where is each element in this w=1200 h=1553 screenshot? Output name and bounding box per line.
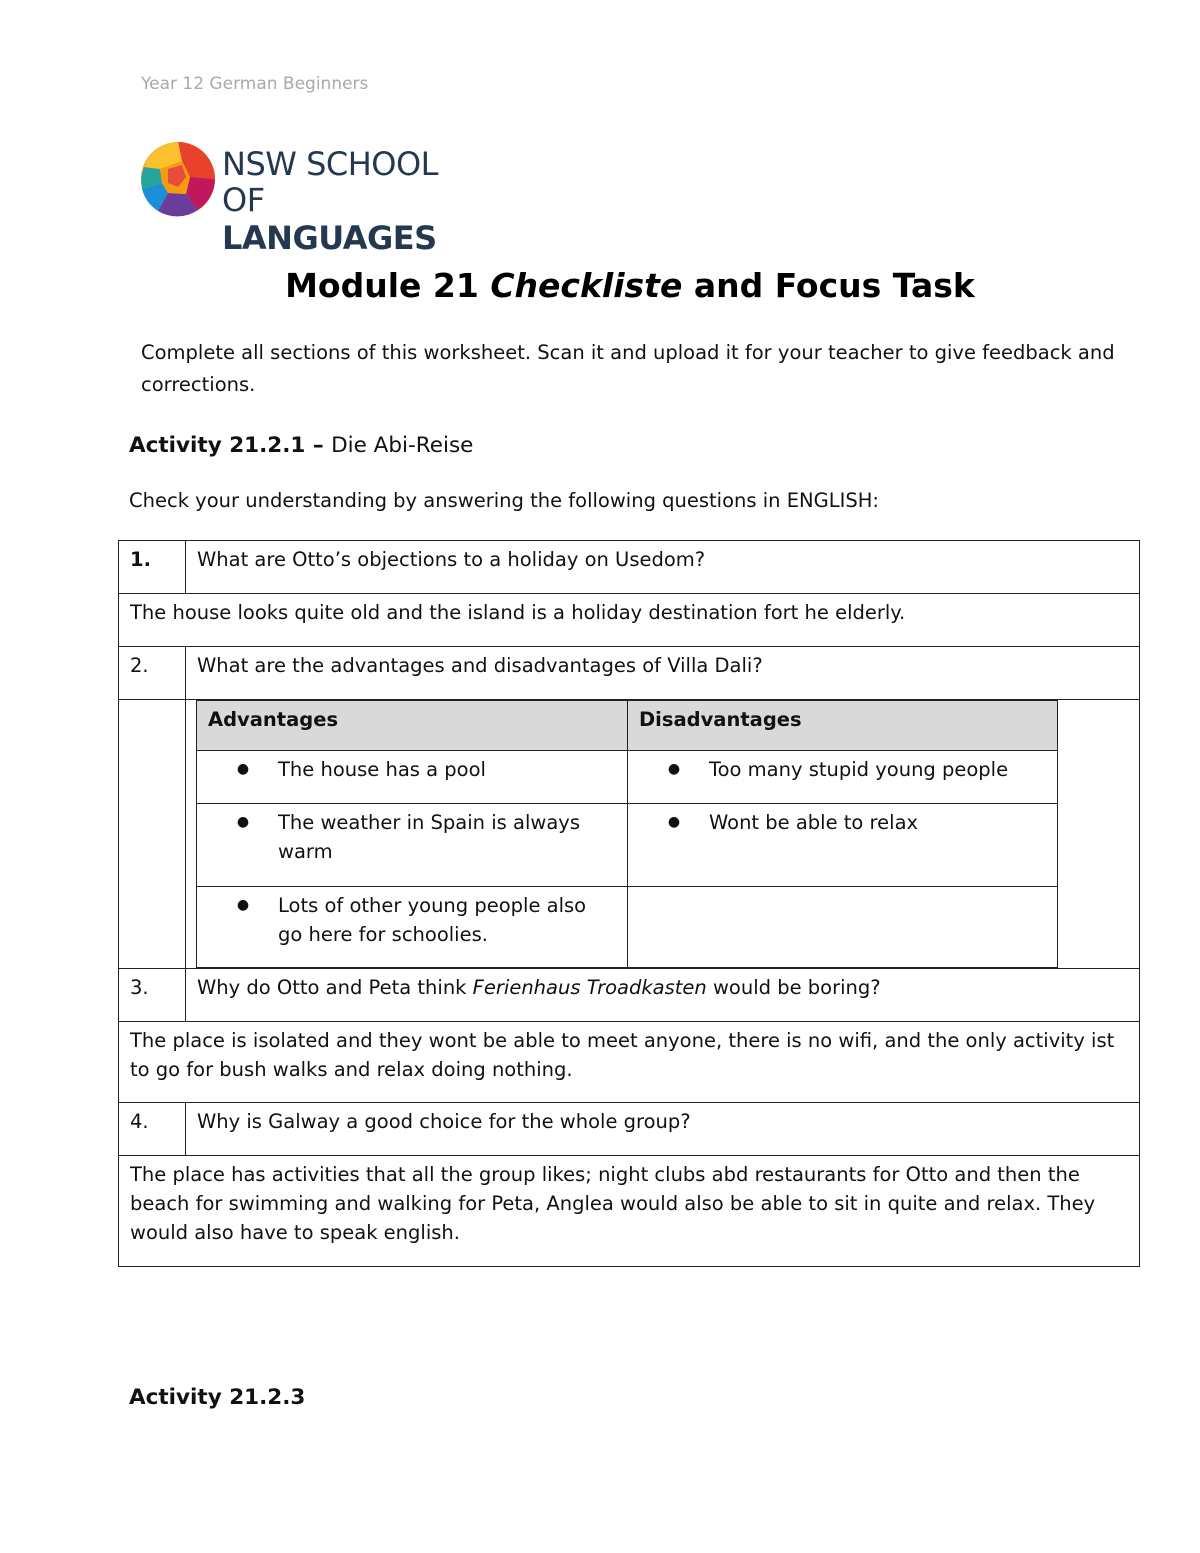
question-number-4: 4. [119, 1103, 186, 1156]
advantages-row [197, 887, 1058, 968]
question-text-2: What are the advantages and disadvantages of Villa Dali? [186, 647, 1140, 700]
question-text-1: What are Otto’s objections to a holiday on Usedom? [186, 541, 1140, 594]
list-item [208, 891, 616, 949]
answer-row-2 [119, 700, 1140, 969]
advantage-cell[interactable] [197, 804, 628, 887]
answer-text-1[interactable]: The house looks quite old and the island is a holiday destination fort he elderly. [119, 594, 1140, 647]
advantage-text: The house has a pool [278, 758, 486, 781]
advantages-header-row [197, 701, 1058, 751]
advantages-row [197, 804, 1058, 887]
page-header: Year 12 German Beginners [141, 74, 369, 94]
globe-logo-icon [138, 139, 218, 219]
bullet-icon: ● [236, 814, 250, 830]
answer-text-4[interactable]: The place has activities that all the group likes; night clubs abd restaurants for Otto and then the beach for swimming and walking for Peta, Anglea would also be able to sit in quite and relax. They would also have to speak english. [119, 1156, 1140, 1267]
advantage-cell[interactable] [197, 751, 628, 804]
title-suffix: and Focus Task [682, 266, 975, 305]
disadvantage-text: Wont be able to relax [709, 811, 919, 834]
answer-row-3 [119, 1022, 1140, 1103]
disadvantages-header: Disadvantages [628, 701, 1058, 751]
question-row-4 [119, 1103, 1140, 1156]
school-logo [138, 139, 468, 257]
answer-row-1 [119, 594, 1140, 647]
bullet-icon: ● [236, 897, 250, 913]
advantages-table [196, 700, 1058, 968]
logo-line2-bold: LANGUAGES [222, 219, 437, 257]
advantage-text: Lots of other young people also go here for schoolies. [278, 894, 587, 946]
question-text-4: Why is Galway a good choice for the whole group? [186, 1103, 1140, 1156]
bullet-icon: ● [667, 814, 681, 830]
logo-text-line1: NSW SCHOOL [222, 145, 438, 183]
question-row-3 [119, 969, 1140, 1022]
disadvantage-text: Too many stupid young people [709, 758, 1009, 781]
activity-heading-1-bold: Activity 21.2.1 – [129, 433, 332, 458]
bullet-icon: ● [236, 761, 250, 777]
question-number-2: 2. [119, 647, 186, 700]
question-number-1: 1. [130, 548, 151, 571]
advantages-header: Advantages [197, 701, 628, 751]
answer-row-4 [119, 1156, 1140, 1267]
activity-heading-2 [129, 1385, 305, 1410]
list-item [639, 808, 1046, 837]
list-item [639, 755, 1046, 784]
activity-heading-2-text: Activity 21.2.3 [129, 1385, 306, 1410]
intro-text: Complete all sections of this worksheet. Scan it and upload it for your teacher to give feedback and corrections. [141, 341, 1115, 396]
activity-heading-1-rest: Die Abi-Reise [331, 433, 474, 458]
question-3-italic: Ferienhaus Troadkasten [472, 976, 707, 999]
advantage-cell[interactable] [197, 887, 628, 968]
disadvantage-cell[interactable] [628, 804, 1058, 887]
logo-text-line2 [222, 181, 468, 257]
question-number-3: 3. [119, 969, 186, 1022]
question-3-prefix: Why do Otto and Peta think [197, 976, 473, 999]
instruction-text: Check your understanding by answering the following questions in ENGLISH: [129, 489, 879, 512]
activity-heading-1 [129, 433, 473, 458]
logo-line2-prefix: OF [222, 181, 265, 219]
title-prefix: Module 21 [285, 266, 491, 305]
advantage-text: The weather in Spain is always warm [278, 811, 580, 863]
page-title [0, 266, 1200, 305]
title-italic: Checkliste [490, 266, 683, 305]
question-row-2 [119, 647, 1140, 700]
answer-spacer-2 [119, 700, 186, 969]
question-text-3 [186, 969, 1140, 1022]
answer-text-3[interactable]: The place is isolated and they wont be able to meet anyone, there is no wifi, and the only activity ist to go for bush walks and relax doing nothing. [119, 1022, 1140, 1103]
list-item [208, 755, 616, 784]
list-item [208, 808, 616, 866]
advantages-cell [186, 700, 1140, 969]
question-row-1 [119, 541, 1140, 594]
question-3-suffix: would be boring? [706, 976, 881, 999]
bullet-icon: ● [667, 761, 681, 777]
disadvantage-cell-empty[interactable] [628, 887, 1058, 968]
question-number [119, 541, 186, 594]
disadvantage-cell[interactable] [628, 751, 1058, 804]
advantages-row [197, 751, 1058, 804]
questions-table [118, 540, 1140, 1267]
